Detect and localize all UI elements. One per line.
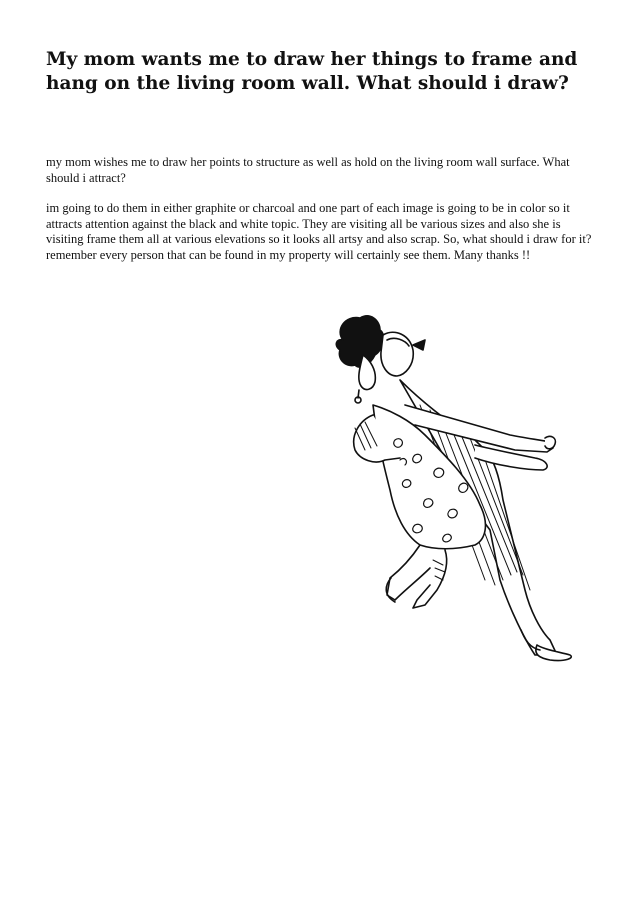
post-body	[46, 155, 596, 278]
body-paragraph-1: my mom wishes me to draw her points to structure as well as hold on the living room wall surface. What should i attract?	[46, 155, 570, 185]
dancing-couple-drawing-icon	[325, 310, 585, 670]
body-paragraph-2: im going to do them in either graphite or charcoal and one part of each image is going to be in color so it attracts attention against the black and white topic. They are visiting all be various sizes and also she is visiting frame them all at various elevations so it looks all artsy and also scrap. So, what should i draw for it? remember every person that can be found in my property will certainly see them. Many thanks !!	[46, 201, 592, 262]
page-title: My mom wants me to draw her things to frame and hang on the living room wall. What should i draw?	[46, 49, 578, 94]
